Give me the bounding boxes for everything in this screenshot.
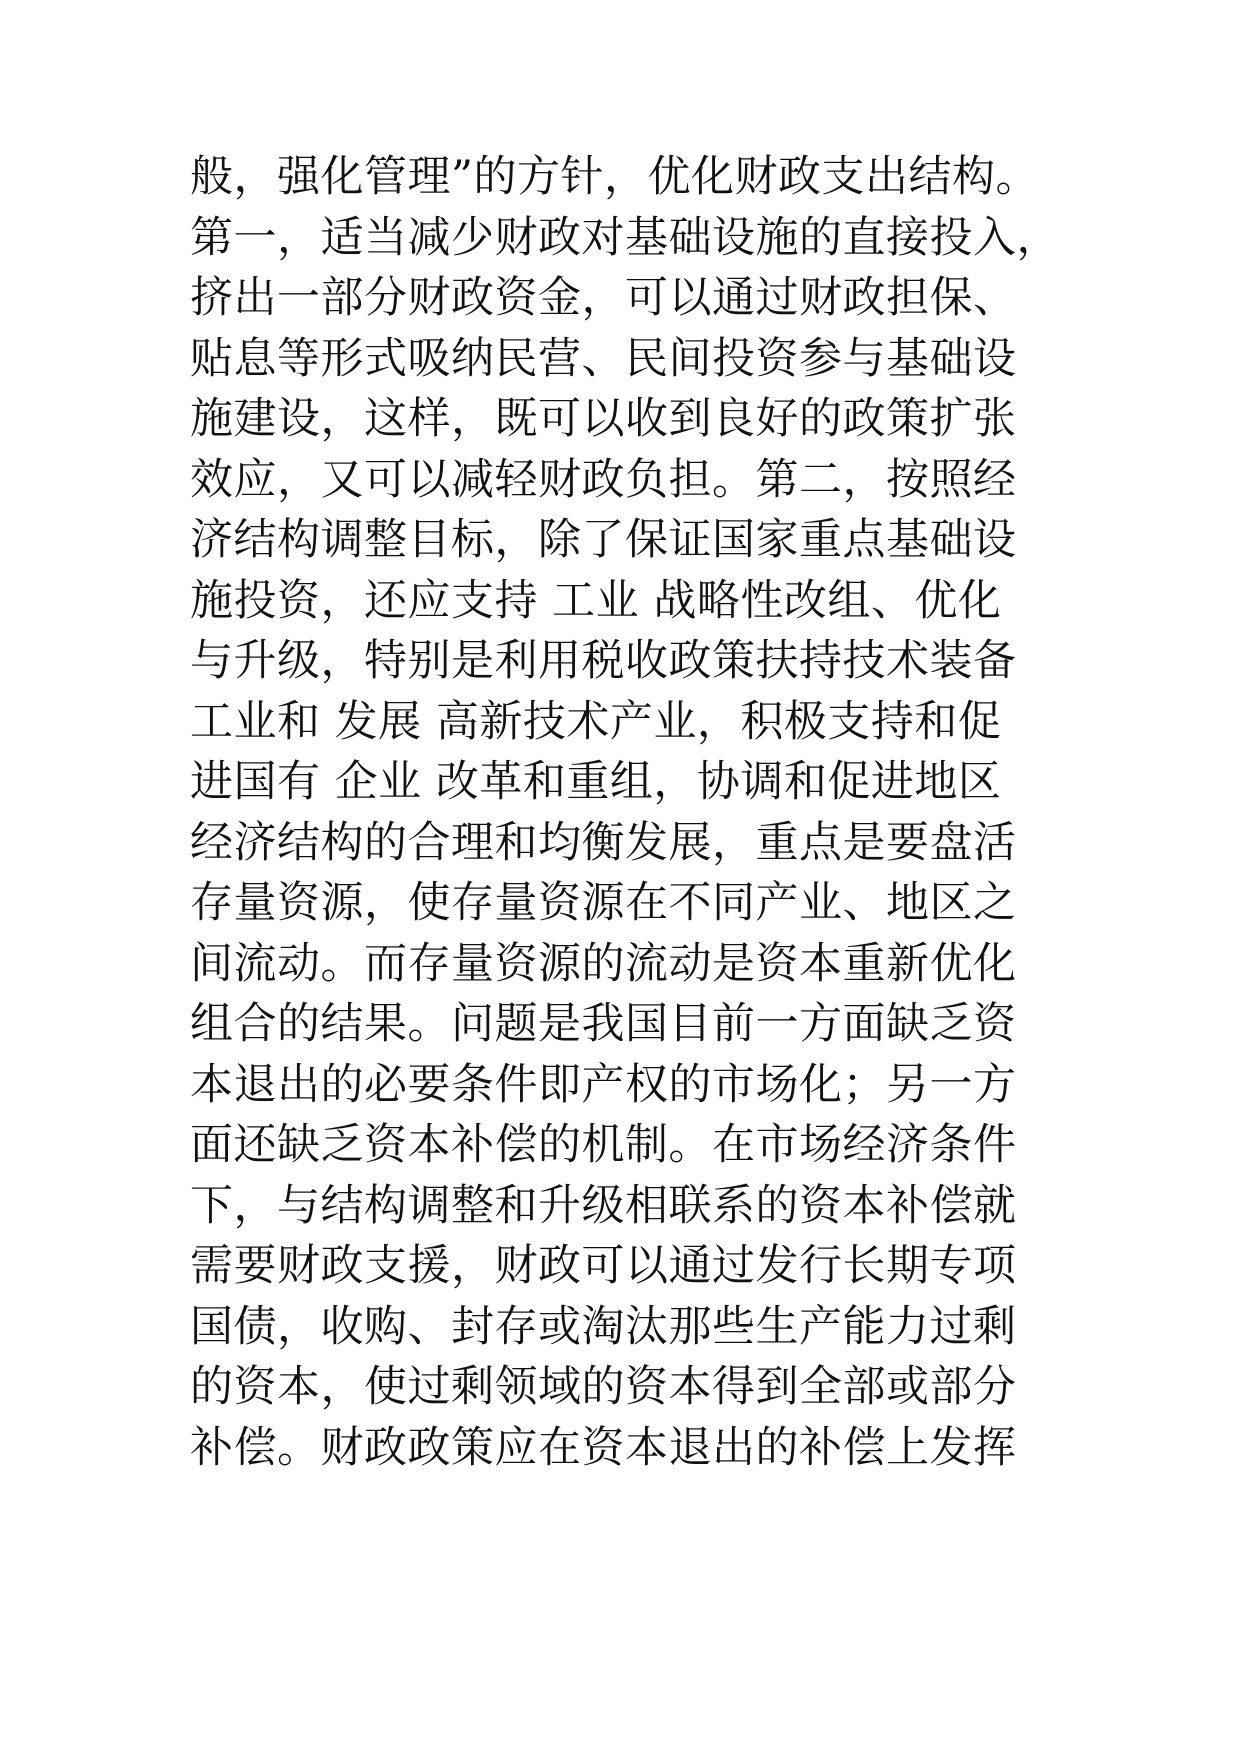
- text-line: 的资本，使过剩领域的资本得到全部或部分: [190, 1362, 1017, 1412]
- text-line: 工业和 发展 高新技术产业，积极支持和促: [190, 696, 1002, 747]
- body-text: [190, 147, 1110, 1478]
- text-line: 施建设，这样，既可以收到良好的政策扩张: [190, 394, 1017, 444]
- text-line: 般，强化管理”的方针，优化财政支出结构。: [190, 152, 1039, 202]
- text-line: 与升级，特别是利用税收政策扶持技术装备: [190, 636, 1017, 686]
- text-line: 组合的结果。问题是我国目前一方面缺乏资: [190, 999, 1017, 1049]
- text-line: 第一，适当减少财政对基础设施的直接投入，: [190, 212, 1060, 263]
- text-line: 面还缺乏资本补偿的机制。在市场经济条件: [190, 1120, 1017, 1170]
- text-line: 挤出一部分财政资金，可以通过财政担保、: [190, 273, 1017, 323]
- text-line: 施投资，还应支持 工业 战略性改组、优化: [190, 575, 1002, 626]
- text-line: 间流动。而存量资源的流动是资本重新优化: [190, 938, 1017, 989]
- text-line: 补偿。财政政策应在资本退出的补偿上发挥: [190, 1422, 1017, 1473]
- text-line: 本退出的必要条件即产权的市场化；另一方: [190, 1059, 1017, 1110]
- text-line: 效应，又可以减轻财政负担。第二，按照经: [190, 454, 1017, 505]
- text-line: 存量资源，使存量资源在不同产业、地区之: [190, 878, 1017, 928]
- text-line: 下，与结构调整和升级相联系的资本补偿就: [190, 1180, 1017, 1231]
- text-line: 国债，收购、封存或淘汰那些生产能力过剩: [190, 1301, 1017, 1352]
- text-line: 需要财政支援，财政可以通过发行长期专项: [190, 1241, 1017, 1291]
- text-line: 经济结构的合理和均衡发展，重点是要盘活: [190, 817, 1017, 868]
- text-line: 进国有 企业 改革和重组，协调和促进地区: [190, 757, 1002, 807]
- text-line: 贴息等形式吸纳民营、民间投资参与基础设: [190, 333, 1017, 384]
- text-line: 济结构调整目标，除了保证国家重点基础设: [190, 515, 1017, 565]
